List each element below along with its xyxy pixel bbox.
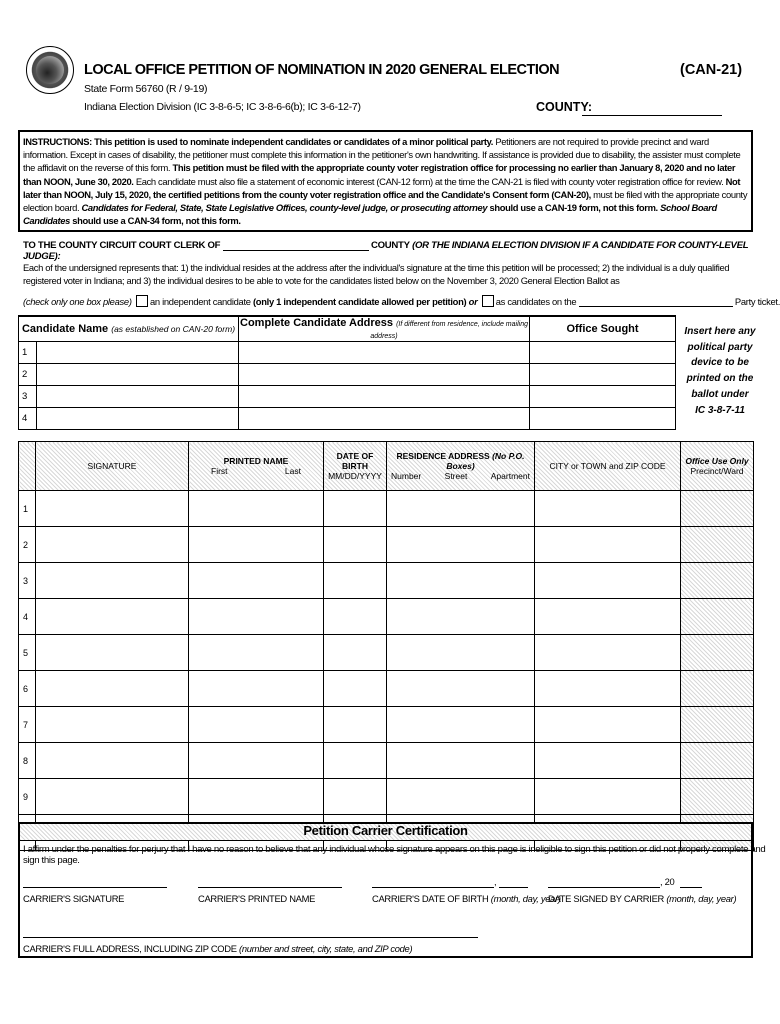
carrier-printed-name-field[interactable]: [198, 887, 342, 888]
residence-cell[interactable]: [387, 563, 535, 599]
candidate-address-header-note: (If different from residence, include mailing address): [370, 321, 528, 340]
signature-row: [19, 743, 754, 779]
carrier-printed-name-label: CARRIER'S PRINTED NAME: [198, 893, 316, 904]
legal-citation: Indiana Election Division (IC 3-8-6-5; IC 3-8-6-6(b); IC 3-6-12-7): [84, 101, 361, 113]
candidate-address-cell[interactable]: [239, 408, 530, 430]
residence-cell[interactable]: [387, 527, 535, 563]
printed-name-cell[interactable]: [189, 563, 324, 599]
check-hint: (check only one box please): [23, 296, 132, 307]
printed-name-cell[interactable]: [189, 743, 324, 779]
residence-cell[interactable]: [387, 671, 535, 707]
dob-cell[interactable]: [324, 779, 387, 815]
carrier-signature-field[interactable]: [23, 887, 167, 888]
city-zip-cell[interactable]: [535, 779, 681, 815]
candidate-address-header-label: Complete Candidate Address: [240, 317, 394, 329]
printed-name-cell[interactable]: [189, 779, 324, 815]
candidate-address-cell[interactable]: [239, 364, 530, 386]
signature-cell[interactable]: [36, 779, 189, 815]
office-use-header: [681, 442, 754, 491]
clerk-county-field[interactable]: [223, 250, 369, 251]
carrier-dob-hint: (month, day, year): [490, 893, 561, 904]
signature-cell[interactable]: [36, 635, 189, 671]
residence-header: [387, 442, 535, 491]
instructions-deadline: This petition must be filed with the appropriate county voter registration office for processing no earlier than January 8, 2020 and no later than NOON, June 30, 2020.: [23, 162, 736, 187]
city-zip-cell[interactable]: [535, 635, 681, 671]
signature-row: [19, 491, 754, 527]
party-device-note-line: political party: [687, 341, 753, 353]
office-use-label: Office Use Only: [685, 456, 749, 466]
residence-cell[interactable]: [387, 599, 535, 635]
party-device-note-line: IC 3-8-7-11: [695, 404, 745, 416]
signature-table: [18, 441, 754, 851]
instructions-part: should use a CAN-19 form, not this form.: [487, 202, 661, 214]
form-code: (CAN-21): [680, 62, 743, 78]
representation-statement: Each of the undersigned represents that: 1) the individual resides at the address after the individual's signature at the time this petition will be processed; 2) the individual is a duly qualified registered voter in Indiana; and 3) the individual desires to be able to vote for the candidates listed below on the November 3, 2020 General Election Ballot as: [23, 262, 730, 287]
no-po-note: (No P.O. Boxes): [446, 451, 525, 471]
city-header: CITY or TOWN and ZIP CODE: [535, 442, 681, 491]
carrier-dob-label-text: CARRIER'S DATE OF BIRTH: [372, 893, 489, 904]
signature-header: SIGNATURE: [36, 442, 189, 491]
signature-row: [19, 671, 754, 707]
instructions-part: must be filed with the appropriate county election board.: [23, 188, 748, 214]
row-number: 2: [19, 527, 36, 563]
candidate-table: [18, 315, 676, 430]
or-label: or: [468, 296, 478, 307]
city-zip-cell[interactable]: [535, 671, 681, 707]
dob-cell[interactable]: [324, 491, 387, 527]
residence-cell[interactable]: [387, 635, 535, 671]
number-label: Number: [391, 471, 422, 481]
city-zip-cell[interactable]: [535, 707, 681, 743]
candidate-name-cell[interactable]: [37, 364, 239, 386]
office-use-cell: [681, 707, 754, 743]
state-form-number: State Form 56760 (R / 9-19): [84, 83, 208, 95]
city-zip-cell[interactable]: [535, 599, 681, 635]
candidate-row: [19, 364, 676, 386]
certification-statement: I affirm under the penalties for perjury that I have no reason to believe that any individual whose signature appears on this page is ineligible to sign this petition or did not properly complete and sign this page.: [23, 844, 766, 866]
office-use-cell: [681, 599, 754, 635]
party-device-note-line: printed on the: [686, 373, 754, 385]
carrier-dob-field[interactable]: [372, 887, 494, 888]
city-zip-cell[interactable]: [535, 563, 681, 599]
county-label: COUNTY:: [536, 100, 593, 114]
office-sought-header: Office Sought: [530, 316, 676, 342]
carrier-dob-year-field[interactable]: [499, 887, 528, 888]
instructions-other-offices: Candidates for Federal, State, State Legislative Offices, county-level judge, or prosecuting attorney: [81, 202, 488, 214]
instructions-part: Each candidate must also file a statement of economic interest (CAN-12 form) at the time the CAN-21 is filed with county voter registration office for review.: [133, 175, 726, 187]
date-signed-label: [548, 893, 736, 904]
street-label: Street: [444, 471, 468, 481]
date-signed-field[interactable]: [548, 887, 660, 888]
carrier-address-hint: (number and street, city, state, and ZIP code): [239, 943, 413, 954]
row-number: 2: [19, 364, 37, 386]
county-word: COUNTY: [371, 240, 410, 251]
office-sought-cell[interactable]: [530, 342, 676, 364]
candidate-name-cell[interactable]: [37, 408, 239, 430]
row-number: 3: [19, 386, 37, 408]
party-name-field[interactable]: [579, 306, 733, 307]
signature-cell[interactable]: [36, 563, 189, 599]
certification-title: Petition Carrier Certification: [303, 823, 468, 838]
dob-cell[interactable]: [324, 671, 387, 707]
printed-name-cell[interactable]: [189, 635, 324, 671]
first-name-label: First: [211, 466, 228, 476]
dob-cell[interactable]: [324, 635, 387, 671]
judge-note: (OR THE INDIANA ELECTION DIVISION IF A CANDIDATE FOR COUNTY-LEVEL JUDGE):: [23, 240, 749, 262]
candidate-name-cell[interactable]: [37, 386, 239, 408]
printed-name-cell[interactable]: [189, 599, 324, 635]
independent-checkbox[interactable]: [136, 295, 148, 307]
office-use-cell: [681, 527, 754, 563]
row-number: 7: [19, 707, 36, 743]
date-signed-label-text: DATE SIGNED BY CARRIER: [548, 893, 664, 904]
dob-format: MM/DD/YYYY: [328, 471, 382, 481]
candidate-table-header: [19, 316, 676, 342]
party-device-note-line: device to be: [691, 357, 749, 369]
candidate-name-header-label: Candidate Name: [21, 323, 109, 335]
city-zip-cell[interactable]: [535, 491, 681, 527]
row-number: 3: [19, 563, 36, 599]
instructions-lead: INSTRUCTIONS: This petition is used to nominate independent candidates or candidates of a minor political party.: [23, 136, 494, 147]
dob-cell[interactable]: [324, 743, 387, 779]
candidate-row: [19, 408, 676, 430]
signature-cell[interactable]: [36, 491, 189, 527]
carrier-address-label: [23, 943, 412, 954]
row-number: 5: [19, 635, 36, 671]
row-number: 9: [19, 779, 36, 815]
carrier-address-field[interactable]: [23, 937, 478, 938]
candidate-type-row: [23, 295, 780, 307]
signature-cell[interactable]: [36, 707, 189, 743]
dob-header: [324, 442, 387, 491]
printed-name-header-label: PRINTED NAME: [223, 456, 289, 466]
party-device-note-line: ballot under: [691, 388, 749, 400]
signature-row: [19, 779, 754, 815]
candidate-name-cell[interactable]: [37, 342, 239, 364]
precinct-label: Precinct/Ward: [690, 466, 744, 476]
candidate-address-cell[interactable]: [239, 386, 530, 408]
printed-name-cell[interactable]: [189, 707, 324, 743]
row-number: 4: [19, 599, 36, 635]
apartment-label: Apartment: [490, 471, 530, 481]
dob-cell[interactable]: [324, 707, 387, 743]
carrier-address-label-text: CARRIER'S FULL ADDRESS, INCLUDING ZIP CODE: [23, 943, 237, 954]
state-seal-logo: [26, 46, 74, 94]
city-zip-cell[interactable]: [535, 743, 681, 779]
instructions-part: Petitioners are not required to provide precinct and ward information. Except in cases of disability, the petitioner must complete this information in the petitioner's own handwriting. If assistance is provided due to disability, the assister must complete the affidavit on the reverse of this form.: [23, 136, 741, 174]
candidate-address-cell[interactable]: [239, 342, 530, 364]
signature-row: [19, 563, 754, 599]
row-number: 8: [19, 743, 36, 779]
last-name-label: Last: [284, 466, 301, 476]
office-use-cell: [681, 671, 754, 707]
dob-cell[interactable]: [324, 563, 387, 599]
clerk-address-line: [23, 240, 751, 262]
instructions-school-board: School Board Candidates: [23, 202, 717, 227]
independent-note: (only 1 independent candidate allowed per petition): [252, 296, 467, 307]
city-zip-cell[interactable]: [535, 527, 681, 563]
dob-cell[interactable]: [324, 599, 387, 635]
instructions-part: should use a CAN-34 form, not this form.: [70, 215, 241, 227]
date-signed-hint: (month, day, year): [666, 893, 737, 904]
office-use-cell: [681, 635, 754, 671]
instructions-text: [23, 135, 751, 227]
carrier-signature-label: CARRIER'S SIGNATURE: [23, 893, 125, 904]
county-field[interactable]: [582, 115, 722, 116]
printed-name-header: [189, 442, 324, 491]
candidate-name-header: [19, 316, 239, 342]
printed-name-cell[interactable]: [189, 491, 324, 527]
row-number: 1: [19, 342, 37, 364]
signature-cell[interactable]: [36, 599, 189, 635]
party-device-note-line: Insert here any: [684, 326, 756, 337]
independent-label: an independent candidate: [149, 296, 251, 307]
office-use-cell: [681, 491, 754, 527]
candidate-address-header: [239, 316, 530, 342]
signature-row: [19, 527, 754, 563]
row-number: 1: [19, 491, 36, 527]
office-sought-cell[interactable]: [530, 386, 676, 408]
dob-cell[interactable]: [324, 527, 387, 563]
signature-cell[interactable]: [36, 743, 189, 779]
party-label: as candidates on the: [495, 296, 577, 307]
office-use-cell: [681, 563, 754, 599]
clerk-label: TO THE COUNTY CIRCUIT COURT CLERK OF: [23, 240, 221, 251]
signature-row: [19, 599, 754, 635]
instructions-deadline-2: Not later than NOON, July 15, 2020, the certified petitions from the county voter registration office and the Candidate's Consent form (CAN-20),: [23, 175, 741, 200]
dob-header-line: DATE OF: [336, 451, 374, 461]
office-use-cell: [681, 779, 754, 815]
printed-name-cell[interactable]: [189, 671, 324, 707]
residence-cell[interactable]: [387, 779, 535, 815]
signature-cell[interactable]: [36, 671, 189, 707]
signature-cell[interactable]: [36, 527, 189, 563]
office-sought-cell[interactable]: [530, 364, 676, 386]
office-use-cell: [681, 743, 754, 779]
printed-name-cell[interactable]: [189, 527, 324, 563]
party-checkbox[interactable]: [482, 295, 494, 307]
year-prefix: , 20: [660, 876, 675, 887]
signature-row: [19, 707, 754, 743]
residence-cell[interactable]: [387, 707, 535, 743]
signature-table-header: [19, 442, 754, 491]
candidate-row: [19, 386, 676, 408]
row-number: 6: [19, 671, 36, 707]
party-ticket-label: Party ticket.: [734, 296, 780, 307]
row-number: 4: [19, 408, 37, 430]
party-device-note: [680, 324, 760, 418]
number-header: [19, 442, 36, 491]
form-title: LOCAL OFFICE PETITION OF NOMINATION IN 2020 GENERAL ELECTION: [84, 62, 560, 78]
residence-cell[interactable]: [387, 491, 535, 527]
dob-header-line: BIRTH: [342, 461, 368, 471]
residence-cell[interactable]: [387, 743, 535, 779]
carrier-dob-label: [372, 893, 561, 904]
office-sought-cell[interactable]: [530, 408, 676, 430]
candidate-name-header-note: (as established on CAN-20 form): [111, 324, 236, 334]
date-signed-year-field[interactable]: [680, 887, 702, 888]
signature-row: [19, 635, 754, 671]
residence-header-label: RESIDENCE ADDRESS: [396, 451, 490, 461]
candidate-row: [19, 342, 676, 364]
dob-comma: ,: [494, 876, 497, 887]
